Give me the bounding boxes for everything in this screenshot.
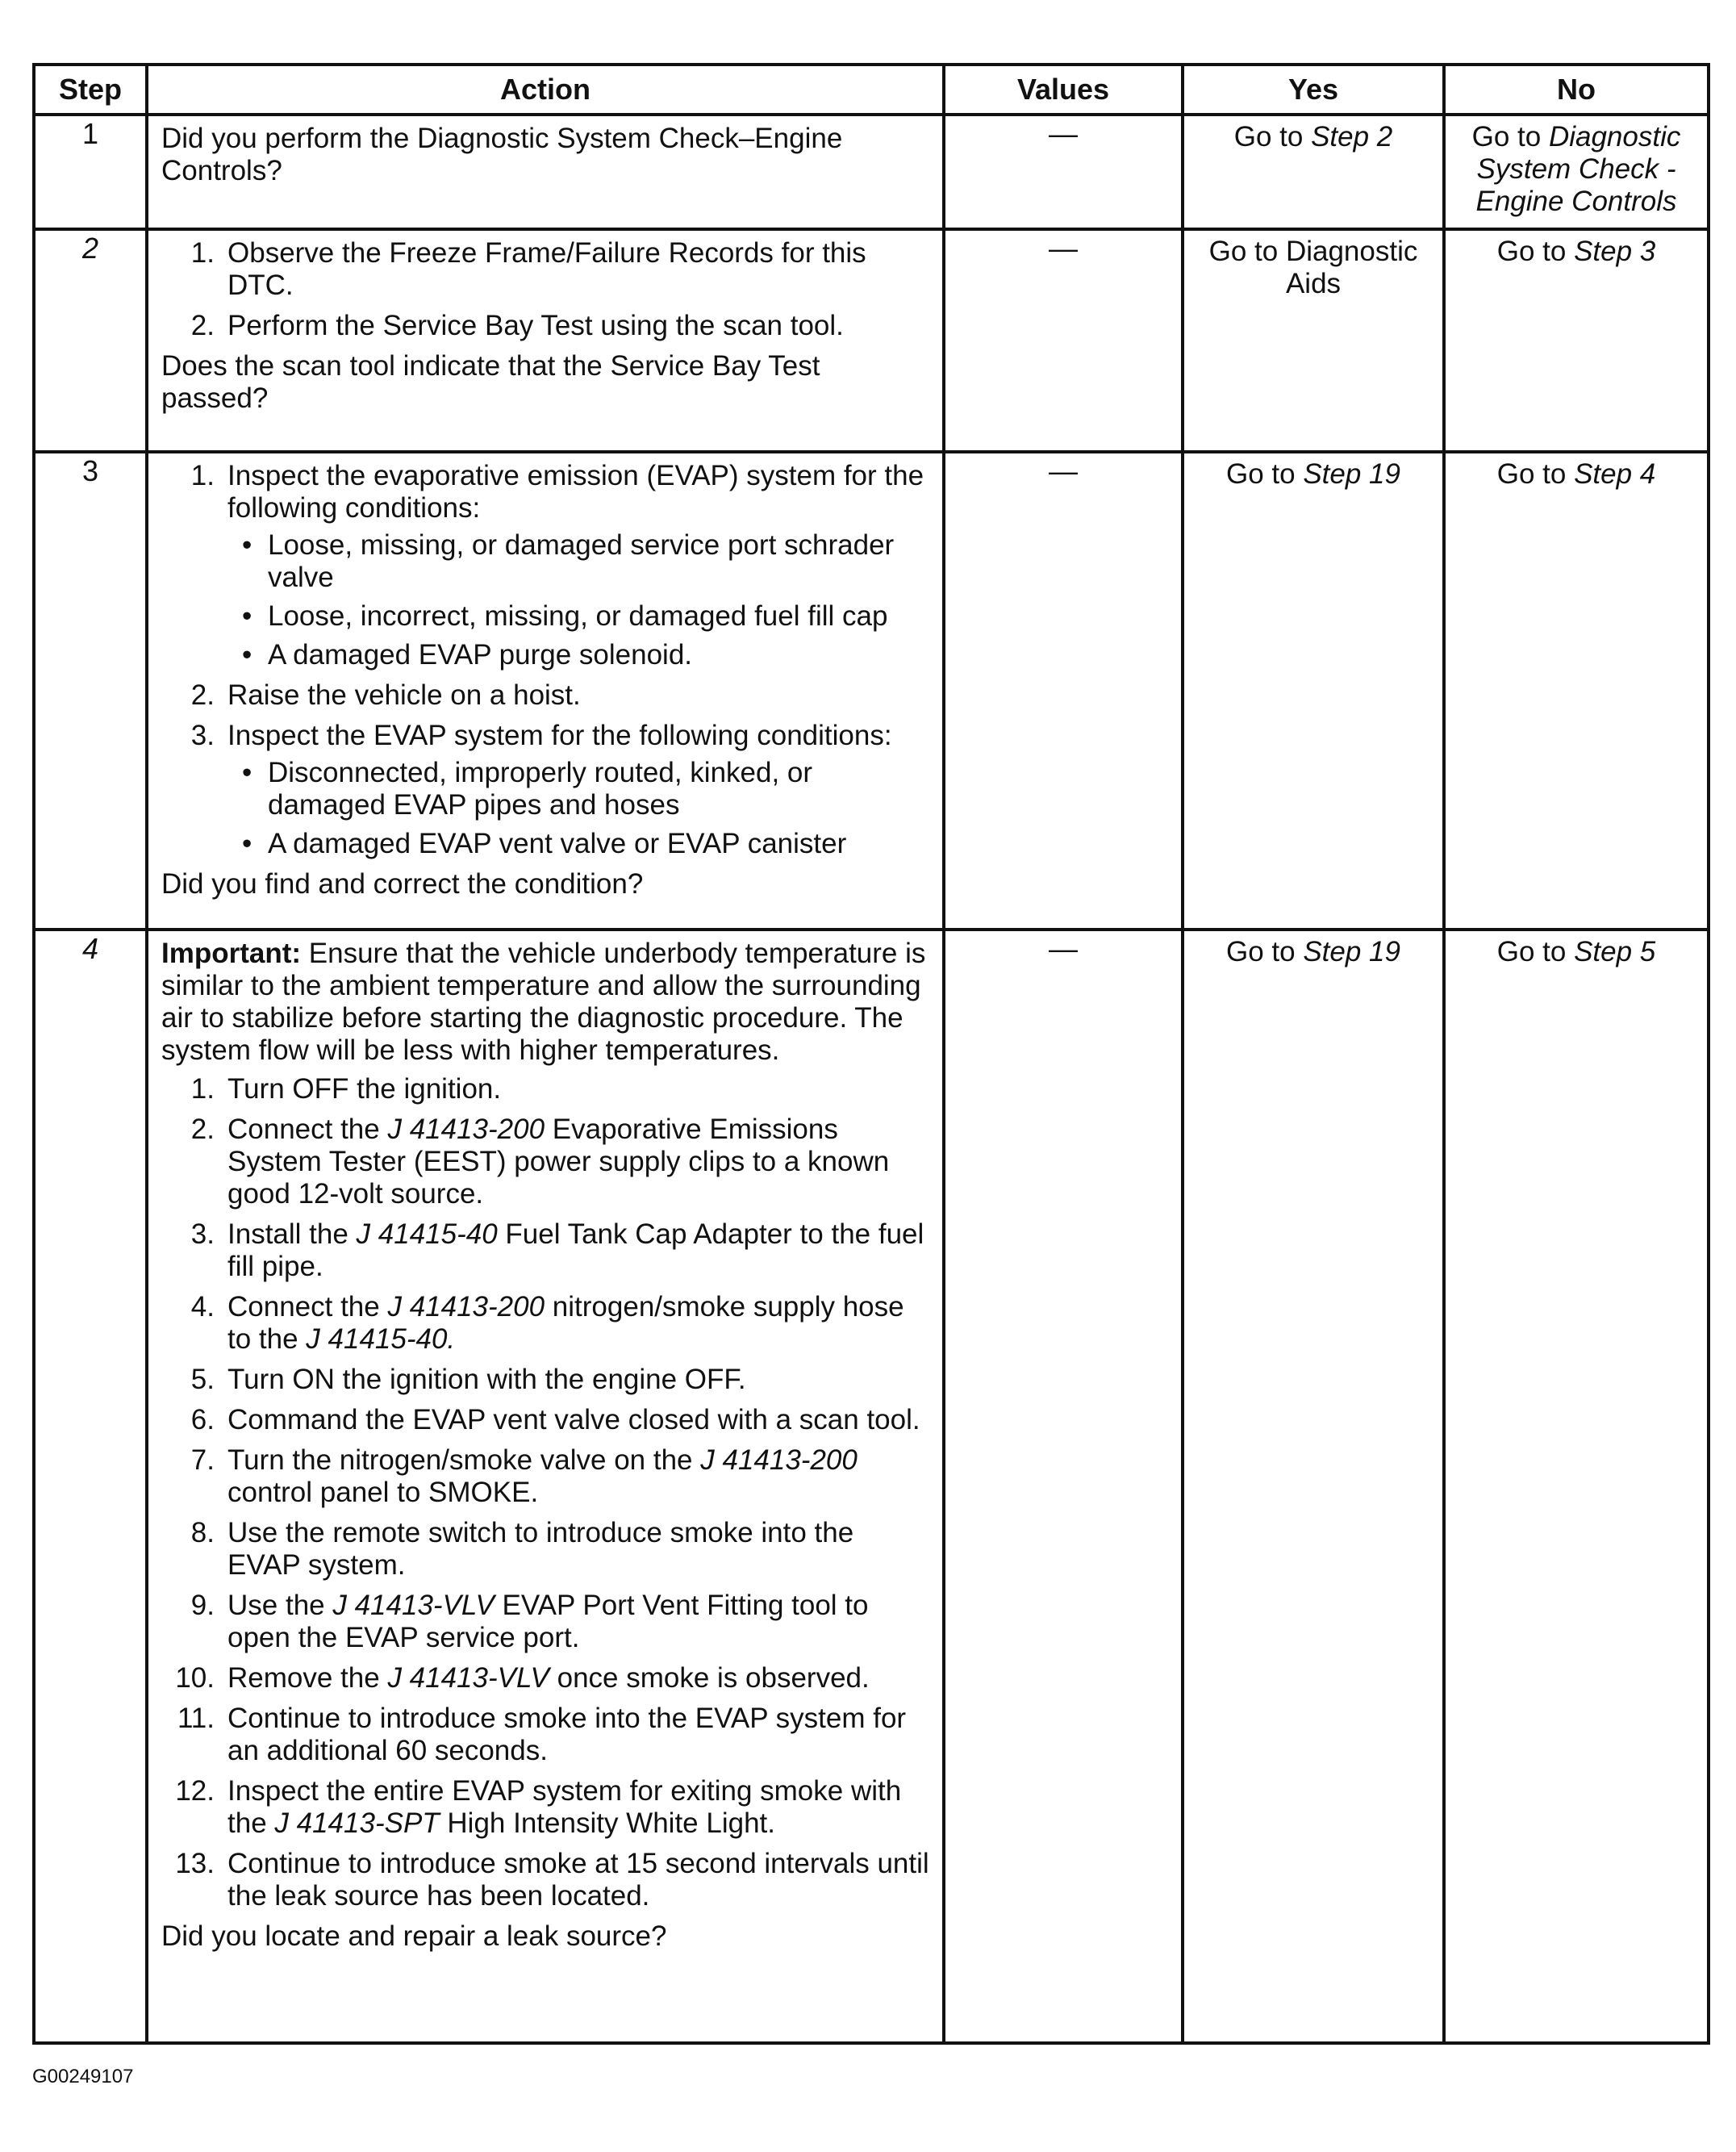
condition-list [227,757,931,860]
diagnostic-table-sheet [32,63,1707,2045]
tool-name: J 41413-200 [387,1114,545,1145]
condition-list [227,529,931,671]
header-row [34,65,1709,115]
header-no: No [1444,65,1709,115]
table-row [34,229,1709,452]
yes-cell: Go to Step 19 [1183,452,1444,930]
list-item: 10. Remove the J 41413-VLV once smoke is observed. [175,1662,870,1694]
tool-name: J 41413-VLV [332,1590,495,1621]
action-cell [147,115,944,229]
list-item: 5. Turn ON the ignition with the engine OFF. [190,1364,746,1395]
values-cell: — [944,452,1183,930]
step-number: 2 [34,229,147,452]
step-link: Step 4 [1574,458,1656,490]
action-cell [147,229,944,452]
list-item: 1. Inspect the evaporative emission (EVAP) system for the following conditions: • Loose, missing, or damaged service port schrader valve • Loose, incorrect, missing, or damaged fuel fill cap • A damaged EVAP purge solenoid. [161,460,931,671]
action-cell [147,930,944,2043]
values-cell: — [944,115,1183,229]
step-link: Step 19 [1303,936,1400,967]
diagnostic-table [32,63,1710,2045]
tool-name: J 41413-SPT [274,1807,440,1839]
list-item: 3. Install the J 41415-40 Fuel Tank Cap Adapter to the fuel fill pipe. [190,1218,924,1282]
step-link: Step 3 [1574,236,1656,267]
header-yes: Yes [1183,65,1444,115]
step-link: Diagnostic System Check - Engine Controls [1475,121,1681,217]
action-question: Did you locate and repair a leak source? [161,1920,667,1952]
action-steps [161,1073,931,1912]
step-number: 4 [34,930,147,2043]
action-question: Did you perform the Diagnostic System Check–Engine Controls? [161,123,843,186]
step-link: Step 19 [1303,458,1400,490]
list-item: 1. Observe the Freeze Frame/Failure Records for this DTC. [190,237,866,301]
step-number: 3 [34,452,147,930]
list-item: • Disconnected, improperly routed, kinked, or damaged EVAP pipes and hoses [227,757,931,821]
no-cell: Go to Step 4 [1444,452,1709,930]
values-cell: — [944,930,1183,2043]
list-item: 2. Raise the vehicle on a hoist. [190,679,581,711]
list-item: 13. Continue to introduce smoke at 15 second intervals until the leak source has been located. [175,1848,929,1912]
no-cell: Go to Step 5 [1444,930,1709,2043]
table-row [34,115,1709,229]
list-item: 9. Use the J 41413-VLV EVAP Port Vent Fitting tool to open the EVAP service port. [190,1590,869,1653]
table-row [34,930,1709,2043]
list-item: • A damaged EVAP purge solenoid. [227,639,931,671]
step-link: Step 2 [1311,121,1393,153]
list-item: 6. Command the EVAP vent valve closed with a scan tool. [190,1404,920,1435]
tool-name: J 41415-40 [356,1218,498,1250]
list-item: • A damaged EVAP vent valve or EVAP canister [227,828,931,860]
list-item: • Loose, incorrect, missing, or damaged fuel fill cap [227,600,931,633]
header-step: Step [34,65,147,115]
tool-name: J 41415-40. [306,1323,456,1355]
tool-name: J 41413-200 [387,1291,545,1323]
figure-id: G00249107 [32,2066,134,2087]
table-row [34,452,1709,930]
tool-name: J 41413-200 [700,1444,858,1476]
no-cell: Go to Step 3 [1444,229,1709,452]
no-cell: Go to Diagnostic System Check - Engine Controls [1444,115,1709,229]
list-item: 11. Continue to introduce smoke into the EVAP system for an additional 60 seconds. [177,1703,907,1766]
yes-cell: Go to Diagnostic Aids [1183,229,1444,452]
step-link: Step 5 [1574,936,1656,967]
header-action: Action [147,65,944,115]
list-item: 7. Turn the nitrogen/smoke valve on the J 41413-200 control panel to SMOKE. [190,1444,858,1508]
list-item: 1. Turn OFF the ignition. [190,1073,502,1105]
important-note: Important: Ensure that the vehicle underbody temperature is similar to the ambient temperature and allow the surrounding air to stabilize before starting the diagnostic procedure. The system flow will be less with higher temperatures. [161,938,926,1066]
tool-name: J 41413-VLV [387,1662,549,1694]
step-number: 1 [34,115,147,229]
list-item: 8. Use the remote switch to introduce smoke into the EVAP system. [190,1517,854,1581]
list-item: 2. Connect the J 41413-200 Evaporative Emissions System Tester (EEST) power supply clips to a known good 12-volt source. [190,1114,890,1210]
action-question: Did you find and correct the condition? [161,868,644,900]
action-steps [161,460,931,860]
values-cell: — [944,229,1183,452]
important-label: Important: [161,938,302,969]
list-item: 4. Connect the J 41413-200 nitrogen/smoke supply hose to the J 41415-40. [190,1291,904,1355]
list-item: • Loose, missing, or damaged service port schrader valve [227,529,931,594]
list-item: 3. Inspect the EVAP system for the following conditions: • Disconnected, improperly routed, kinked, or damaged EVAP pipes and hoses • A damaged EVAP vent valve or EVAP canister [161,720,931,860]
action-question: Does the scan tool indicate that the Service Bay Test passed? [161,350,820,414]
list-item: 2. Perform the Service Bay Test using the scan tool. [190,310,844,341]
yes-cell: Go to Step 19 [1183,930,1444,2043]
action-cell [147,452,944,930]
header-values: Values [944,65,1183,115]
list-item: 12. Inspect the entire EVAP system for exiting smoke with the J 41413-SPT High Intensity White Light. [175,1775,902,1839]
action-steps [161,237,931,342]
yes-cell: Go to Step 2 [1183,115,1444,229]
